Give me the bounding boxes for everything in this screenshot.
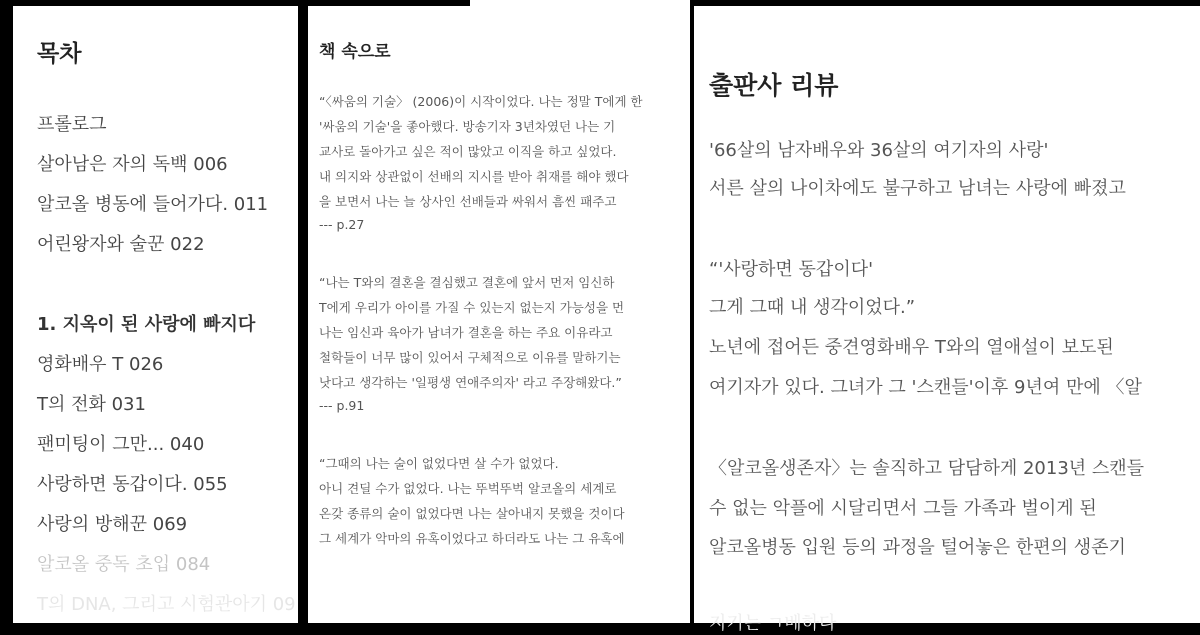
toc-title: 목차 xyxy=(37,41,82,67)
toc-item-prologue[interactable]: 프롤로그 xyxy=(37,114,107,135)
review-line: 여기자가 있다. 그녀가 그 '스캔들'이후 9년여 만에 〈알 xyxy=(709,377,1142,398)
review-title: 출판사 리뷰 xyxy=(709,71,839,100)
toc-item[interactable]: 어린왕자와 술꾼 022 xyxy=(37,234,205,255)
toc-item[interactable]: 살아남은 자의 독백 006 xyxy=(37,154,228,175)
toc-item[interactable]: 사랑하면 동갑이다. 055 xyxy=(37,474,228,495)
excerpts-panel xyxy=(308,6,690,623)
toc-chapter-heading[interactable]: 1. 지옥이 된 사랑에 빠지다 xyxy=(37,314,256,335)
excerpt-line: T에게 우리가 아이를 가질 수 있는지 없는지 가능성을 먼 xyxy=(319,300,625,315)
review-line: 〈알코올생존자〉는 솔직하고 담담하게 2013년 스캔들 xyxy=(709,458,1145,479)
excerpt-line: “〈싸움의 기술〉 (2006)이 시작이었다. 나는 정말 T에게 한 xyxy=(319,94,643,109)
toc-item[interactable]: T의 DNA, 그리고 시험관아기 09 xyxy=(37,594,296,615)
page-ref: --- p.27 xyxy=(319,217,365,232)
toc-panel xyxy=(13,6,298,623)
excerpt-line: 내 의지와 상관없이 선배의 지시를 받아 취재를 해야 했다 xyxy=(319,169,629,184)
review-line: '66살의 남자배우와 36살의 여기자의 사랑' xyxy=(709,140,1049,161)
excerpt-line: 교사로 돌아가고 싶은 적이 많았고 이직을 하고 싶었다. xyxy=(319,144,617,159)
toc-item[interactable]: 팬미팅이 그만... 040 xyxy=(37,434,205,455)
excerpt-line: '싸움의 기술'을 좋아했다. 방송기자 3년차였던 나는 기 xyxy=(319,119,616,134)
excerpt-line: 그 세계가 악마의 유혹이었다고 하더라도 나는 그 유혹에 xyxy=(319,531,625,546)
excerpts-title: 책 속으로 xyxy=(319,42,391,62)
review-line: 그게 그때 내 생각이었다.” xyxy=(709,297,916,318)
review-line: 수 없는 악플에 시달리면서 그들 가족과 벌이게 된 xyxy=(709,498,1097,519)
toc-item[interactable]: 알코올 병동에 들어가다. 011 xyxy=(37,194,269,215)
excerpt-line: 나는 임신과 육아가 남녀가 결혼을 하는 주요 이유라고 xyxy=(319,325,613,340)
toc-item[interactable]: 영화배우 T 026 xyxy=(37,354,164,375)
review-line: 지기는 ㄱ베하다 xyxy=(709,613,837,634)
excerpt-line: 낫다고 생각하는 '일평생 연애주의자' 라고 주장해왔다.” xyxy=(319,375,622,390)
review-line: 서른 살의 나이차에도 불구하고 남녀는 사랑에 빠졌고 xyxy=(709,178,1126,199)
toc-item[interactable]: 알코올 중독 초입 084 xyxy=(37,554,211,575)
excerpt-line: 아니 견딜 수가 없었다. 나는 뚜벅뚜벅 알코올의 세계로 xyxy=(319,481,617,496)
page-ref: --- p.91 xyxy=(319,398,365,413)
excerpt-line: “나는 T와의 결혼을 결심했고 결혼에 앞서 먼저 임신하 xyxy=(319,275,615,290)
review-panel xyxy=(694,6,1200,634)
review-line: 알코올병동 입원 등의 과정을 털어놓은 한편의 생존기 xyxy=(709,537,1126,558)
excerpt-line: 을 보면서 나는 늘 상사인 선배들과 싸워서 흠씬 패주고 xyxy=(319,194,617,209)
excerpt-line: 온갖 종류의 술이 없었다면 나는 살아내지 못했을 것이다 xyxy=(319,506,625,521)
toc-item[interactable]: 사랑의 방해꾼 069 xyxy=(37,514,188,535)
excerpt-line: “그때의 나는 술이 없었다면 살 수가 없었다. xyxy=(319,456,559,471)
toc-item[interactable]: T의 전화 031 xyxy=(37,394,146,415)
excerpt-line: 철학들이 너무 많이 있어서 구체적으로 이유를 말하기는 xyxy=(319,350,621,365)
review-line: 노년에 접어든 중견영화배우 T와의 열애설이 보도된 xyxy=(709,337,1114,358)
review-line: “'사랑하면 동갑이다' xyxy=(709,259,874,280)
